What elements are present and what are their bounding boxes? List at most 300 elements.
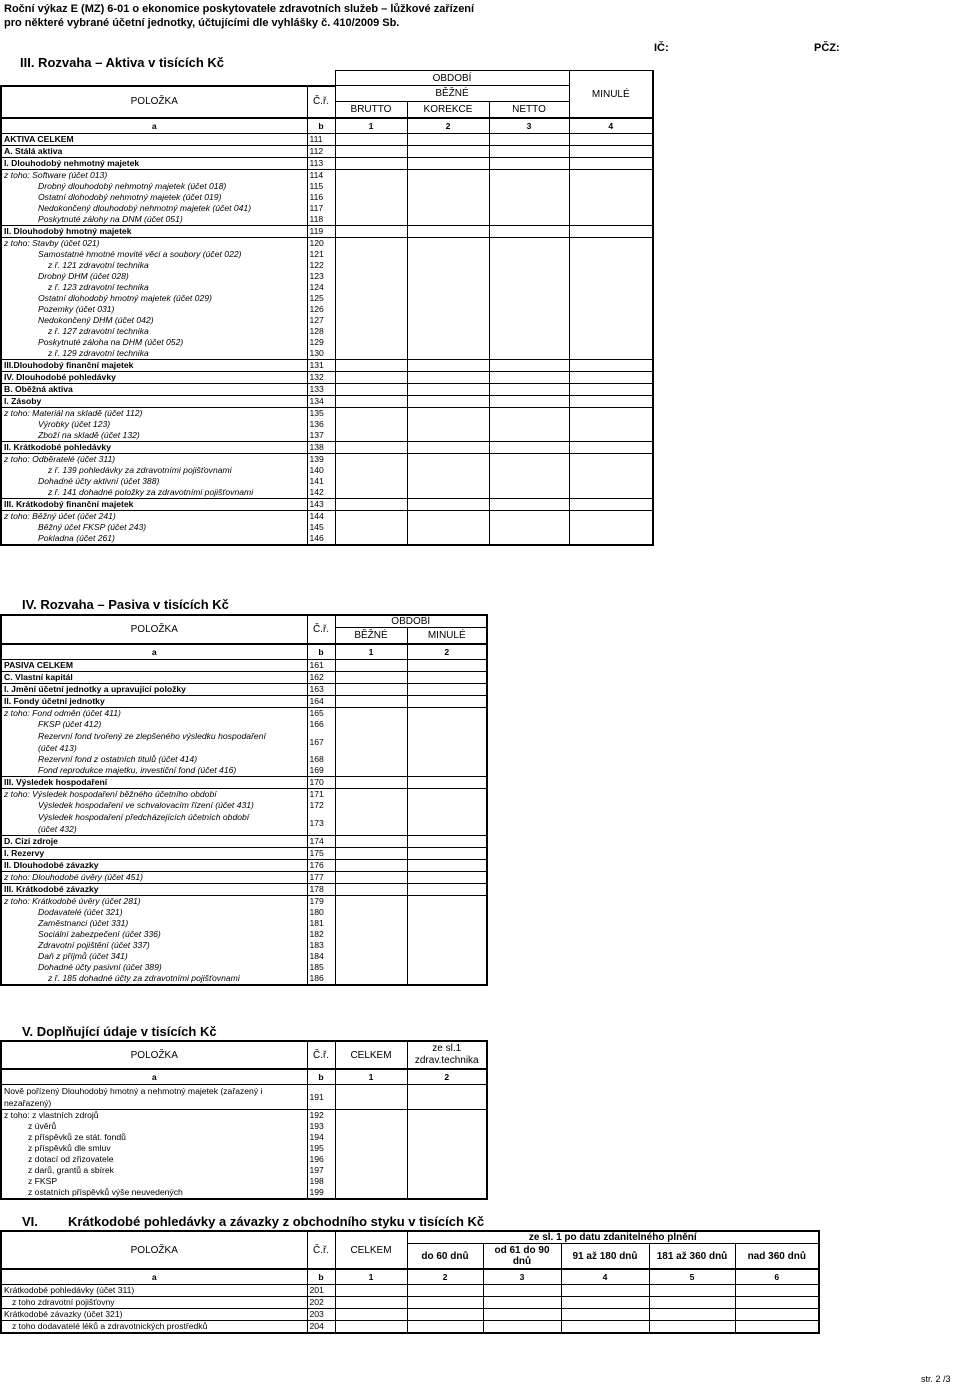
row-number: 133 [307,384,335,396]
value-cell[interactable] [489,238,569,250]
value-cell[interactable] [569,487,653,499]
value-cell[interactable] [407,896,487,908]
value-cell[interactable] [335,1297,407,1309]
value-cell[interactable] [335,249,407,260]
row-number: 204 [307,1321,335,1334]
value-cell[interactable] [335,226,407,238]
value-cell[interactable] [489,384,569,396]
value-cell[interactable] [569,315,653,326]
value-cell[interactable] [335,696,407,708]
section6-title: Krátkodobé pohledávky a závazky z obchodního styku v tisících Kč [68,1214,485,1229]
value-cell[interactable] [335,522,407,533]
value-cell[interactable] [407,304,489,315]
value-cell[interactable] [649,1297,735,1309]
row-label: II. Fondy účetní jednotky [1,696,307,708]
value-cell[interactable] [407,973,487,985]
value-cell[interactable] [483,1309,561,1321]
value-cell[interactable] [335,719,407,730]
row-label: Dohadné účty pasivní (účet 389) [1,962,307,973]
value-cell[interactable] [569,442,653,454]
table-row [1,672,487,684]
value-cell[interactable] [335,1085,407,1110]
value-cell[interactable] [569,226,653,238]
table-row [1,192,653,203]
value-cell[interactable] [489,511,569,523]
col-cr: Č.ř. [307,615,335,644]
receivables-payables-rows [1,1285,819,1334]
value-cell[interactable] [569,476,653,487]
value-cell[interactable] [407,522,489,533]
value-cell[interactable] [489,282,569,293]
value-cell[interactable] [561,1285,649,1297]
row-number: 128 [307,326,335,337]
value-cell[interactable] [335,203,407,214]
value-cell[interactable] [407,134,489,146]
value-cell[interactable] [569,203,653,214]
value-cell[interactable] [407,918,487,929]
row-number: 195 [307,1143,335,1154]
value-cell[interactable] [489,315,569,326]
value-cell[interactable] [489,522,569,533]
row-number: 186 [307,973,335,985]
value-cell[interactable] [489,146,569,158]
value-cell[interactable] [407,872,487,884]
value-cell[interactable] [407,1132,487,1143]
value-cell[interactable] [407,962,487,973]
value-cell[interactable] [335,238,407,250]
value-cell[interactable] [335,134,407,146]
value-cell[interactable] [335,951,407,962]
value-cell[interactable] [489,181,569,192]
table-row [1,487,653,499]
value-cell[interactable] [489,499,569,511]
idx-2: 2 [407,644,487,660]
value-cell[interactable] [483,1297,561,1309]
value-cell[interactable] [335,811,407,836]
col-group: ze sl. 1 po datu zdanitelného plnění [407,1231,819,1244]
value-cell[interactable] [569,360,653,372]
value-cell[interactable] [407,419,489,430]
value-cell[interactable] [489,304,569,315]
value-cell[interactable] [489,533,569,545]
value-cell[interactable] [569,499,653,511]
value-cell[interactable] [489,476,569,487]
value-cell[interactable] [335,465,407,476]
table-row [1,896,487,908]
value-cell[interactable] [407,765,487,777]
value-cell[interactable] [335,533,407,545]
value-cell[interactable] [335,181,407,192]
value-cell[interactable] [407,696,487,708]
value-cell[interactable] [407,1165,487,1176]
row-number: 167 [307,730,335,754]
value-cell[interactable] [483,1321,561,1334]
value-cell[interactable] [489,337,569,348]
value-cell[interactable] [569,511,653,523]
table-row [1,929,487,940]
value-cell[interactable] [407,1154,487,1165]
value-cell[interactable] [407,271,489,282]
value-cell[interactable] [407,789,487,801]
value-cell[interactable] [335,765,407,777]
row-label: II. Krátkodobé pohledávky [1,442,307,454]
value-cell[interactable] [569,260,653,271]
row-number: 193 [307,1121,335,1132]
value-cell[interactable] [569,348,653,360]
value-cell[interactable] [335,836,407,848]
value-cell[interactable] [407,1143,487,1154]
value-cell[interactable] [407,907,487,918]
value-cell[interactable] [569,430,653,442]
value-cell[interactable] [489,487,569,499]
row-label: Zdravotní pojištění (účet 337) [1,940,307,951]
value-cell[interactable] [569,271,653,282]
value-cell[interactable] [407,1285,483,1297]
value-cell[interactable] [489,226,569,238]
value-cell[interactable] [407,1187,487,1199]
row-number: 113 [307,158,335,170]
value-cell[interactable] [335,708,407,720]
value-cell[interactable] [335,293,407,304]
value-cell[interactable] [335,315,407,326]
table-row [1,260,653,271]
value-cell[interactable] [407,1121,487,1132]
value-cell[interactable] [335,672,407,684]
table-row [1,1321,819,1334]
table-row [1,271,653,282]
value-cell[interactable] [335,499,407,511]
value-cell[interactable] [407,203,489,214]
row-label: III. Krátkodobé závazky [1,884,307,896]
value-cell[interactable] [649,1309,735,1321]
value-cell[interactable] [735,1285,819,1297]
row-number: 174 [307,836,335,848]
value-cell[interactable] [335,730,407,754]
value-cell[interactable] [569,238,653,250]
row-number: 136 [307,419,335,430]
value-cell[interactable] [569,146,653,158]
value-cell[interactable] [335,848,407,860]
row-label: Fond reprodukce majetku, investiční fond (účet 416) [1,765,307,777]
value-cell[interactable] [407,487,489,499]
value-cell[interactable] [489,465,569,476]
value-cell[interactable] [407,384,489,396]
value-cell[interactable] [407,951,487,962]
value-cell[interactable] [335,929,407,940]
value-cell[interactable] [407,1309,483,1321]
value-cell[interactable] [489,326,569,337]
value-cell[interactable] [407,533,489,545]
value-cell[interactable] [489,372,569,384]
row-label: z toho: Dlouhodobé úvěry (účet 451) [1,872,307,884]
value-cell[interactable] [569,249,653,260]
value-cell[interactable] [407,454,489,466]
value-cell[interactable] [335,1132,407,1143]
value-cell[interactable] [407,848,487,860]
row-number: 121 [307,249,335,260]
value-cell[interactable] [335,158,407,170]
value-cell[interactable] [407,146,489,158]
row-label: FKSP (účet 412) [1,719,307,730]
row-number: 124 [307,282,335,293]
table-row [1,170,653,182]
table-row [1,304,653,315]
value-cell[interactable] [335,487,407,499]
value-cell[interactable] [407,499,489,511]
value-cell[interactable] [407,170,489,182]
value-cell[interactable] [407,293,489,304]
value-cell[interactable] [489,360,569,372]
value-cell[interactable] [407,1297,483,1309]
value-cell[interactable] [569,192,653,203]
value-cell[interactable] [335,396,407,408]
value-cell[interactable] [407,730,487,754]
value-cell[interactable] [407,226,489,238]
value-cell[interactable] [335,872,407,884]
row-label: z dotací od zřizovatele [1,1154,307,1165]
value-cell[interactable] [407,719,487,730]
row-number: 134 [307,396,335,408]
value-cell[interactable] [335,860,407,872]
col-cr: Č.ř. [307,86,335,119]
value-cell[interactable] [335,360,407,372]
row-number: 163 [307,684,335,696]
value-cell[interactable] [407,836,487,848]
value-cell[interactable] [407,660,487,672]
value-cell[interactable] [407,884,487,896]
value-cell[interactable] [335,1121,407,1132]
value-cell[interactable] [569,326,653,337]
value-cell[interactable] [335,170,407,182]
value-cell[interactable] [407,396,489,408]
value-cell[interactable] [335,271,407,282]
value-cell[interactable] [407,940,487,951]
value-cell[interactable] [489,170,569,182]
value-cell[interactable] [569,419,653,430]
value-cell[interactable] [335,348,407,360]
value-cell[interactable] [407,238,489,250]
value-cell[interactable] [569,134,653,146]
value-cell[interactable] [335,372,407,384]
value-cell[interactable] [335,511,407,523]
value-cell[interactable] [407,442,489,454]
value-cell[interactable] [489,249,569,260]
col-cr: Č.ř. [307,1041,335,1069]
value-cell[interactable] [335,973,407,985]
value-cell[interactable] [335,1165,407,1176]
value-cell[interactable] [407,181,489,192]
value-cell[interactable] [569,465,653,476]
value-cell[interactable] [407,326,489,337]
value-cell[interactable] [407,360,489,372]
value-cell[interactable] [407,777,487,789]
value-cell[interactable] [407,430,489,442]
value-cell[interactable] [561,1321,649,1334]
value-cell[interactable] [407,158,489,170]
value-cell[interactable] [569,337,653,348]
value-cell[interactable] [335,337,407,348]
col-celkem: CELKEM [335,1041,407,1069]
value-cell[interactable] [489,203,569,214]
row-number: 131 [307,360,335,372]
value-cell[interactable] [335,1187,407,1199]
value-cell[interactable] [489,214,569,226]
table-row [1,158,653,170]
assets-table [0,70,654,546]
value-cell[interactable] [335,896,407,908]
value-cell[interactable] [407,754,487,765]
value-cell[interactable] [407,811,487,836]
value-cell[interactable] [569,372,653,384]
value-cell[interactable] [569,396,653,408]
value-cell[interactable] [569,522,653,533]
value-cell[interactable] [407,860,487,872]
value-cell[interactable] [407,1321,483,1334]
value-cell[interactable] [407,476,489,487]
value-cell[interactable] [407,708,487,720]
value-cell[interactable] [335,1154,407,1165]
value-cell[interactable] [735,1297,819,1309]
value-cell[interactable] [407,1085,487,1110]
value-cell[interactable] [335,384,407,396]
value-cell[interactable] [483,1285,561,1297]
table-row [1,848,487,860]
value-cell[interactable] [489,293,569,304]
value-cell[interactable] [335,214,407,226]
row-number: 130 [307,348,335,360]
value-cell[interactable] [735,1309,819,1321]
value-cell[interactable] [335,1143,407,1154]
value-cell[interactable] [489,442,569,454]
value-cell[interactable] [649,1285,735,1297]
row-label: Sociální zabezpečení (účet 336) [1,929,307,940]
value-cell[interactable] [335,1285,407,1297]
value-cell[interactable] [489,158,569,170]
value-cell[interactable] [335,962,407,973]
value-cell[interactable] [407,315,489,326]
value-cell[interactable] [335,1110,407,1122]
value-cell[interactable] [335,476,407,487]
value-cell[interactable] [335,192,407,203]
value-cell[interactable] [335,660,407,672]
value-cell[interactable] [489,271,569,282]
value-cell[interactable] [489,134,569,146]
table-row [1,684,487,696]
value-cell[interactable] [489,419,569,430]
col-zdrav: zdrav.technika [414,1055,479,1066]
value-cell[interactable] [407,929,487,940]
value-cell[interactable] [335,777,407,789]
value-cell[interactable] [489,260,569,271]
col-minule: MINULÉ [407,628,487,645]
value-cell[interactable] [489,348,569,360]
table-row [1,522,653,533]
value-cell[interactable] [407,192,489,203]
value-cell[interactable] [335,419,407,430]
value-cell[interactable] [407,800,487,811]
value-cell[interactable] [335,282,407,293]
value-cell[interactable] [569,384,653,396]
value-cell[interactable] [407,282,489,293]
value-cell[interactable] [407,372,489,384]
value-cell[interactable] [569,170,653,182]
value-cell[interactable] [335,408,407,420]
value-cell[interactable] [335,907,407,918]
value-cell[interactable] [489,408,569,420]
value-cell[interactable] [561,1297,649,1309]
table-row [1,765,487,777]
value-cell[interactable] [569,158,653,170]
value-cell[interactable] [569,181,653,192]
value-cell[interactable] [335,884,407,896]
value-cell[interactable] [569,533,653,545]
value-cell[interactable] [407,249,489,260]
value-cell[interactable] [335,1309,407,1321]
pcz-label: PČZ: [814,42,840,54]
value-cell[interactable] [335,454,407,466]
value-cell[interactable] [407,214,489,226]
col-bezne: BĚŽNÉ [335,86,569,102]
value-cell[interactable] [561,1309,649,1321]
value-cell[interactable] [407,348,489,360]
table-row [1,442,653,454]
value-cell[interactable] [569,454,653,466]
value-cell[interactable] [335,940,407,951]
row-number: 137 [307,430,335,442]
value-cell[interactable] [407,1110,487,1122]
value-cell[interactable] [335,754,407,765]
value-cell[interactable] [569,282,653,293]
value-cell[interactable] [489,454,569,466]
value-cell[interactable] [649,1321,735,1334]
value-cell[interactable] [335,442,407,454]
row-number: 178 [307,884,335,896]
row-label-line1: Výsledek hospodaření předcházejících účetních období [38,812,250,822]
value-cell[interactable] [335,326,407,337]
value-cell[interactable] [569,214,653,226]
value-cell[interactable] [407,465,489,476]
value-cell[interactable] [489,430,569,442]
value-cell[interactable] [407,511,489,523]
value-cell[interactable] [407,672,487,684]
value-cell[interactable] [335,146,407,158]
value-cell[interactable] [569,408,653,420]
value-cell[interactable] [335,1176,407,1187]
row-number: 161 [307,660,335,672]
table-row [1,326,653,337]
value-cell[interactable] [335,800,407,811]
value-cell[interactable] [335,304,407,315]
value-cell[interactable] [407,1176,487,1187]
value-cell[interactable] [407,684,487,696]
value-cell[interactable] [335,789,407,801]
value-cell[interactable] [489,396,569,408]
value-cell[interactable] [335,918,407,929]
row-number: 196 [307,1154,335,1165]
value-cell[interactable] [407,408,489,420]
value-cell[interactable] [335,430,407,442]
value-cell[interactable] [335,684,407,696]
value-cell[interactable] [489,192,569,203]
value-cell[interactable] [569,304,653,315]
value-cell[interactable] [335,1321,407,1334]
table-row [1,1165,487,1176]
value-cell[interactable] [407,260,489,271]
value-cell[interactable] [569,293,653,304]
value-cell[interactable] [335,260,407,271]
value-cell[interactable] [735,1321,819,1334]
value-cell[interactable] [407,337,489,348]
